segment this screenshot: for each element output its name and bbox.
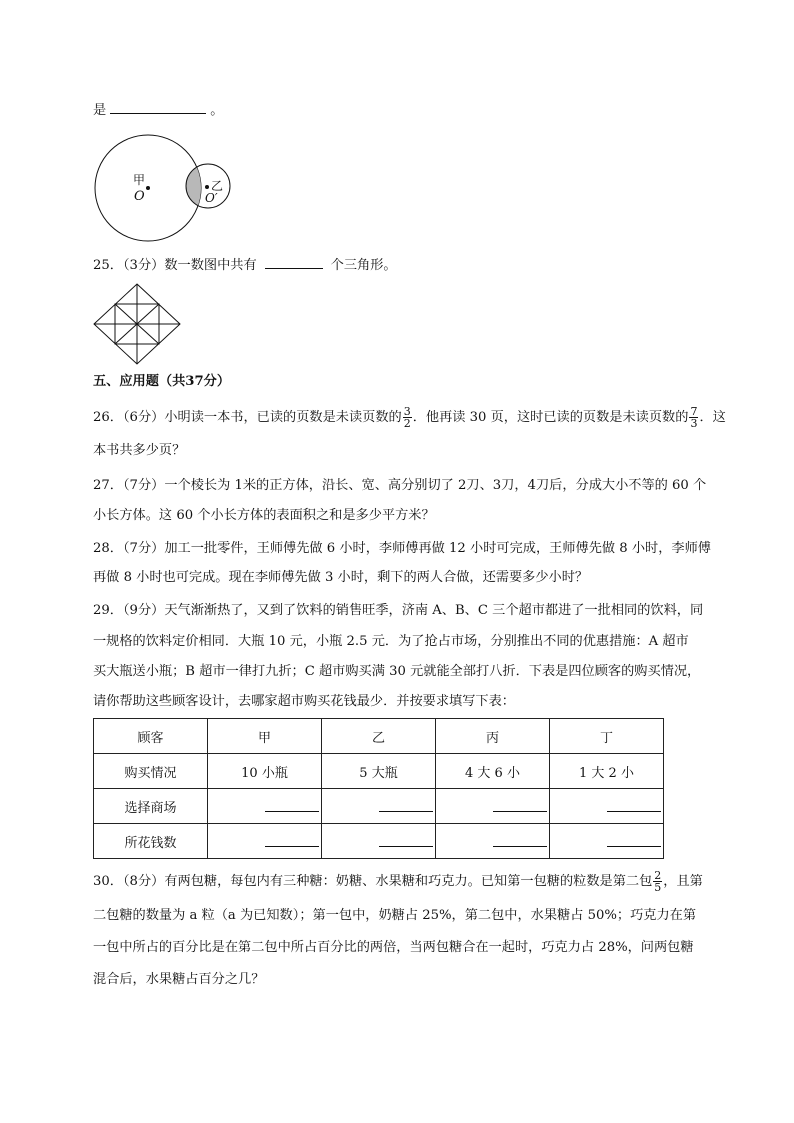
- big-circle-label: 甲: [133, 173, 146, 187]
- answer-blank[interactable]: [110, 101, 206, 114]
- q30-line2: 二包糖的数量为 a 粒（a 为已知数）；第一包中，奶糖占 25%，第二包中，水果糖占 50%；巧克力在第: [93, 908, 697, 923]
- q27-line2: 小长方体。这 60 个小长方体的表面积之和是多少平方米？: [93, 508, 435, 523]
- table-cell: 5 大瓶: [322, 754, 436, 789]
- q26-text: ．他再读 30 页，这时已读的页数是未读页数的: [412, 410, 689, 425]
- small-center-dot: [205, 185, 209, 189]
- table-row: [94, 719, 664, 754]
- q25-text-after: 个三角形。: [330, 258, 397, 273]
- answer-blank[interactable]: [607, 797, 661, 812]
- fraction-three-halves: [403, 406, 412, 429]
- q29-line4: 请你帮助这些顾客设计，去哪家超市购买花钱最少．并按要求填写下表：: [93, 694, 515, 709]
- small-circle-center: O′: [205, 191, 218, 205]
- fraction-numerator: 7: [690, 405, 698, 418]
- q26-line1: [93, 406, 726, 429]
- fraction-denominator: 2: [403, 417, 411, 430]
- table-header-cell: 丙: [436, 719, 550, 754]
- q24-prefix: 是: [93, 103, 107, 118]
- fraction-denominator: 5: [654, 881, 662, 894]
- q27-line1: 27．（7分）一个棱长为 1米的正方体，沿长、宽、高分别切了 2刀、3刀，4刀后，分成大小不等的 60 个: [93, 478, 707, 493]
- table-row: [94, 754, 664, 789]
- fraction-denominator: 3: [690, 417, 698, 430]
- answer-blank[interactable]: [265, 832, 319, 847]
- answer-blank[interactable]: [265, 797, 319, 812]
- table-cell: [550, 789, 664, 824]
- table-cell: [208, 789, 322, 824]
- q30-text: 30．（8分）有两包糖，每包内有三种糖：奶糖、水果糖和巧克力。已知第一包糖的粒数是第二包: [93, 874, 653, 889]
- table-row: [94, 824, 664, 859]
- fraction-seven-thirds: [689, 406, 698, 429]
- big-center-dot: [146, 186, 150, 190]
- table-row: [94, 789, 664, 824]
- answer-blank[interactable]: [493, 832, 547, 847]
- answer-blank[interactable]: [493, 797, 547, 812]
- table-header-cell: 乙: [322, 719, 436, 754]
- q29-line1: 29．（9分）天气渐渐热了，又到了饮料的销售旺季，济南 A、B、C 三个超市都进了一批相同的饮料，同: [93, 603, 704, 618]
- table-cell: [436, 824, 550, 859]
- fraction-numerator: 3: [403, 405, 411, 418]
- fraction-two-fifths: [653, 870, 662, 893]
- q30-text: ，且第: [663, 874, 703, 889]
- answer-blank[interactable]: [379, 797, 433, 812]
- table-cell: [208, 824, 322, 859]
- q28-line2: 再做 8 小时也可完成。现在李师傅先做 3 小时，剩下的两人合做，还需要多少小时？: [93, 570, 589, 585]
- table-cell: 购买情况: [94, 754, 208, 789]
- table-cell: [436, 789, 550, 824]
- table-cell: [322, 789, 436, 824]
- table-cell: [322, 824, 436, 859]
- table-header-cell: 顾客: [94, 719, 208, 754]
- table-cell: 1 大 2 小: [550, 754, 664, 789]
- q30-line3: 一包中所占的百分比是在第二包中所占百分比的两倍，当两包糖合在一起时，巧克力占 28%，问两包糖: [93, 940, 694, 955]
- q28-line1: 28．（7分）加工一批零件，王师傅先做 6 小时，李师傅再做 12 小时可完成，王师傅先做 8 小时，李师傅: [93, 541, 711, 556]
- table-header-cell: 丁: [550, 719, 664, 754]
- q26-text: ．这: [699, 410, 726, 425]
- answer-blank[interactable]: [265, 256, 323, 269]
- big-circle-center: O: [134, 189, 145, 204]
- fraction-numerator: 2: [654, 869, 662, 882]
- circles-figure: [90, 132, 250, 244]
- small-circle-label: 乙: [211, 179, 224, 193]
- triangles-figure: [93, 282, 183, 366]
- answer-blank[interactable]: [379, 832, 433, 847]
- table-header-cell: 甲: [208, 719, 322, 754]
- q30-line1: [93, 870, 703, 893]
- q24-answer-line: [93, 101, 223, 121]
- table-cell: 4 大 6 小: [436, 754, 550, 789]
- q26-line2: 本书共多少页？: [93, 443, 186, 458]
- q26-text: 26．（6分）小明读一本书，已读的页数是未读页数的: [93, 410, 402, 425]
- q30-line4: 混合后，水果糖占百分之几？: [93, 972, 265, 987]
- answer-blank[interactable]: [607, 832, 661, 847]
- section-title: 五、应用题（共37分）: [93, 374, 231, 389]
- table-cell: 选择商场: [94, 789, 208, 824]
- q25-line: [93, 256, 397, 276]
- purchase-table: [93, 718, 664, 859]
- table-cell: 10 小瓶: [208, 754, 322, 789]
- table-cell: 所花钱数: [94, 824, 208, 859]
- q29-line3: 买大瓶送小瓶；B 超市一律打九折；C 超市购买满 30 元就能全部打八折．下表是四位顾客的购买情况，: [93, 664, 701, 679]
- q25-text-before: 25．（3分）数一数图中共有: [93, 258, 257, 273]
- q29-line2: 一规格的饮料定价相同．大瓶 10 元，小瓶 2.5 元．为了抢占市场，分别推出不同的优惠措施：A 超市: [93, 634, 689, 649]
- table-cell: [550, 824, 664, 859]
- q24-suffix: 。: [210, 103, 224, 118]
